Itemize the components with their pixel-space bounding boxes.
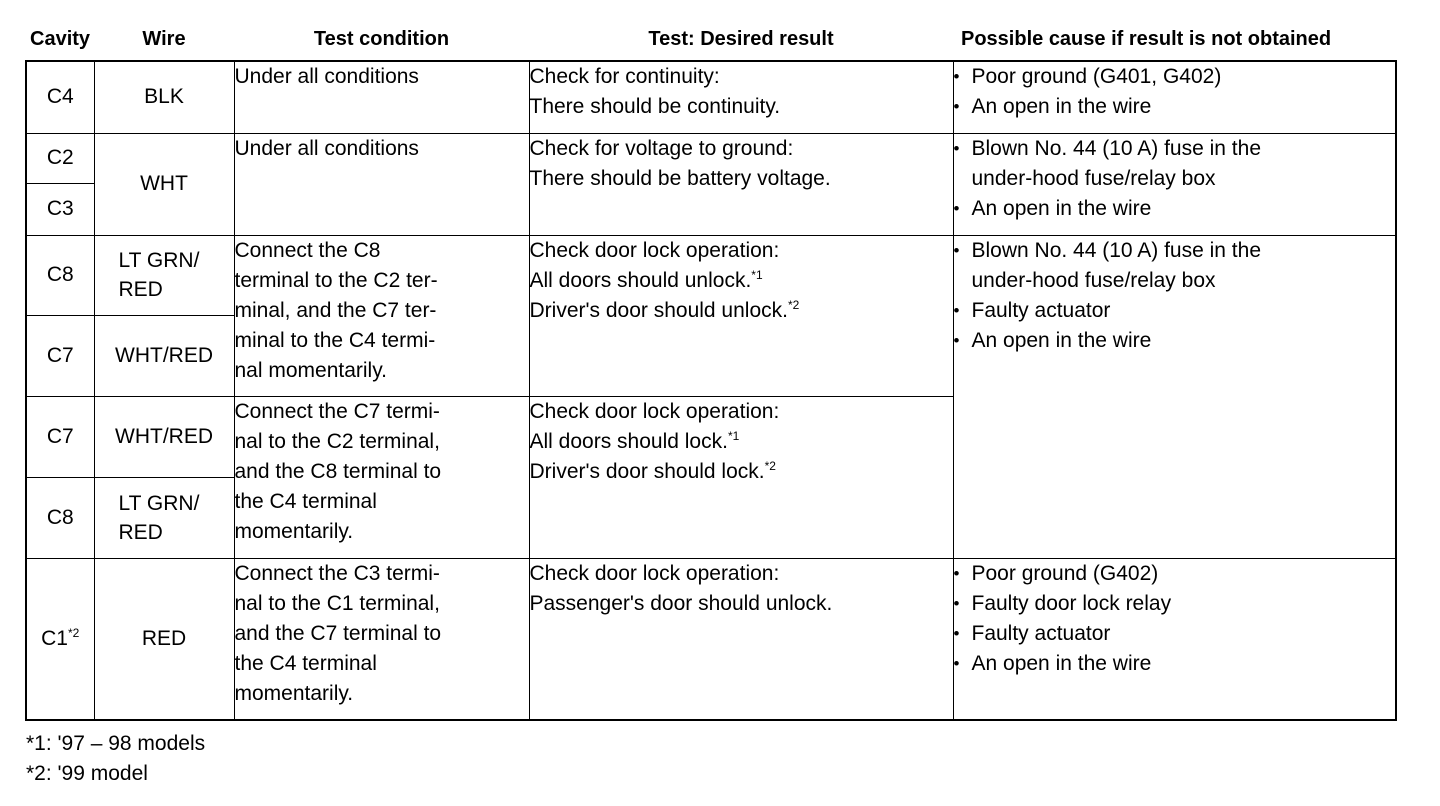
footnote-ref: *1 xyxy=(727,428,740,443)
result-cell xyxy=(529,396,953,558)
table-row xyxy=(26,558,1396,720)
cause-cell xyxy=(953,235,1396,558)
condition-cell xyxy=(234,133,529,235)
cause-item: • An open in the wire xyxy=(954,649,1396,679)
result-text: All doors should unlock. xyxy=(529,268,752,292)
result-line xyxy=(530,296,953,326)
wire-line: RED xyxy=(118,520,163,544)
cause-cell xyxy=(953,61,1396,133)
table-row xyxy=(26,61,1396,133)
cause-item: • Blown No. 44 (10 A) fuse in the xyxy=(954,134,1396,164)
result-cell xyxy=(529,558,953,720)
test-table xyxy=(25,18,1397,721)
result-text: All doors should lock. xyxy=(529,429,728,453)
result-line xyxy=(530,266,953,296)
cavity-cell: C7 xyxy=(26,315,94,396)
result-line: Check for voltage to ground: xyxy=(529,136,794,160)
result-line: Check for continuity: xyxy=(529,65,720,88)
wire-cell xyxy=(94,235,234,315)
condition-line: the C4 terminal xyxy=(234,651,377,675)
footnote-ref: *1 xyxy=(751,267,763,282)
footnote-1: *1: '97 – 98 models xyxy=(26,732,206,755)
header-wire: Wire xyxy=(142,28,186,50)
result-line xyxy=(530,427,953,457)
condition-line: nal momentarily. xyxy=(234,358,387,382)
condition-line: minal, and the C7 ter- xyxy=(234,298,437,322)
wire-line: LT GRN/ xyxy=(118,249,200,272)
result-cell xyxy=(529,235,953,396)
condition-cell xyxy=(234,61,529,133)
cause-cell xyxy=(953,133,1396,235)
result-line: There should be battery voltage. xyxy=(529,166,831,190)
cause-item: • An open in the wire xyxy=(954,92,1396,122)
condition-line: Under all conditions xyxy=(234,65,419,88)
footnote-ref: *2 xyxy=(787,297,800,312)
condition-line: the C4 terminal xyxy=(234,489,377,513)
cause-item-continued: under-hood fuse/relay box xyxy=(971,268,1216,292)
header-condition: Test condition xyxy=(313,28,450,50)
header-result: Test: Desired result xyxy=(648,28,834,50)
footnote-ref: *2 xyxy=(68,625,80,640)
result-line: There should be continuity. xyxy=(529,95,781,118)
wire-cell: WHT xyxy=(94,133,234,235)
cavity-cell: C4 xyxy=(26,61,94,133)
cause-item: • Poor ground (G401, G402) xyxy=(954,62,1396,92)
condition-line: and the C8 terminal to xyxy=(234,459,442,483)
result-line: Passenger's door should unlock. xyxy=(529,591,833,615)
cause-item: • An open in the wire xyxy=(954,194,1396,224)
cavity-cell: C8 xyxy=(26,477,94,558)
condition-line: terminal to the C2 ter- xyxy=(234,268,438,292)
condition-line: momentarily. xyxy=(234,519,354,543)
cause-item: • Faulty actuator xyxy=(954,296,1396,326)
condition-line: nal to the C2 terminal, xyxy=(234,429,440,453)
footnote-ref: *2 xyxy=(764,458,776,473)
wire-line: RED xyxy=(118,278,163,301)
wire-cell xyxy=(94,477,234,558)
cause-item: • Faulty actuator xyxy=(954,619,1396,649)
condition-line: Connect the C8 xyxy=(234,238,381,262)
table-row xyxy=(26,235,1396,315)
wire-cell: WHT/RED xyxy=(94,315,234,396)
result-line xyxy=(530,457,953,487)
condition-cell xyxy=(234,235,529,396)
cause-item: • An open in the wire xyxy=(954,326,1396,356)
wire-cell: RED xyxy=(94,558,234,720)
cavity-cell: C2 xyxy=(26,133,94,183)
header-cavity: Cavity xyxy=(30,28,91,50)
header-row xyxy=(26,18,1396,61)
condition-cell xyxy=(234,396,529,558)
cause-cell xyxy=(953,558,1396,720)
wire-cell: BLK xyxy=(94,61,234,133)
condition-cell xyxy=(234,558,529,720)
result-cell xyxy=(529,133,953,235)
wire-line: LT GRN/ xyxy=(118,491,200,515)
header-cause: Possible cause if result is not obtained xyxy=(961,28,1332,50)
result-text: Driver's door should unlock. xyxy=(529,298,788,322)
cause-item: • Faulty door lock relay xyxy=(954,589,1396,619)
cavity-cell: C8 xyxy=(26,235,94,315)
condition-line: Under all conditions xyxy=(234,136,419,160)
result-line: Check door lock operation: xyxy=(529,238,780,262)
condition-line: Connect the C3 termi- xyxy=(234,561,440,585)
condition-line: and the C7 terminal to xyxy=(234,621,442,645)
cause-item: • Poor ground (G402) xyxy=(954,559,1396,589)
cavity-cell: C7 xyxy=(26,396,94,477)
footnote-2: *2: '99 model xyxy=(26,762,148,785)
cavity-cell: C3 xyxy=(26,183,94,235)
condition-line: minal to the C4 termi- xyxy=(234,328,436,352)
table-row xyxy=(26,133,1396,183)
condition-line: Connect the C7 termi- xyxy=(234,399,440,423)
condition-line: momentarily. xyxy=(234,681,354,705)
result-cell xyxy=(529,61,953,133)
result-line: Check door lock operation: xyxy=(529,561,780,585)
cavity-text: C1 xyxy=(41,626,68,650)
wire-cell: WHT/RED xyxy=(94,396,234,477)
cavity-cell xyxy=(26,558,94,720)
cause-item-continued: under-hood fuse/relay box xyxy=(971,166,1216,190)
result-text: Driver's door should lock. xyxy=(529,459,765,483)
cause-item: • Blown No. 44 (10 A) fuse in the xyxy=(954,236,1396,266)
condition-line: nal to the C1 terminal, xyxy=(234,591,440,615)
result-line: Check door lock operation: xyxy=(529,399,780,423)
